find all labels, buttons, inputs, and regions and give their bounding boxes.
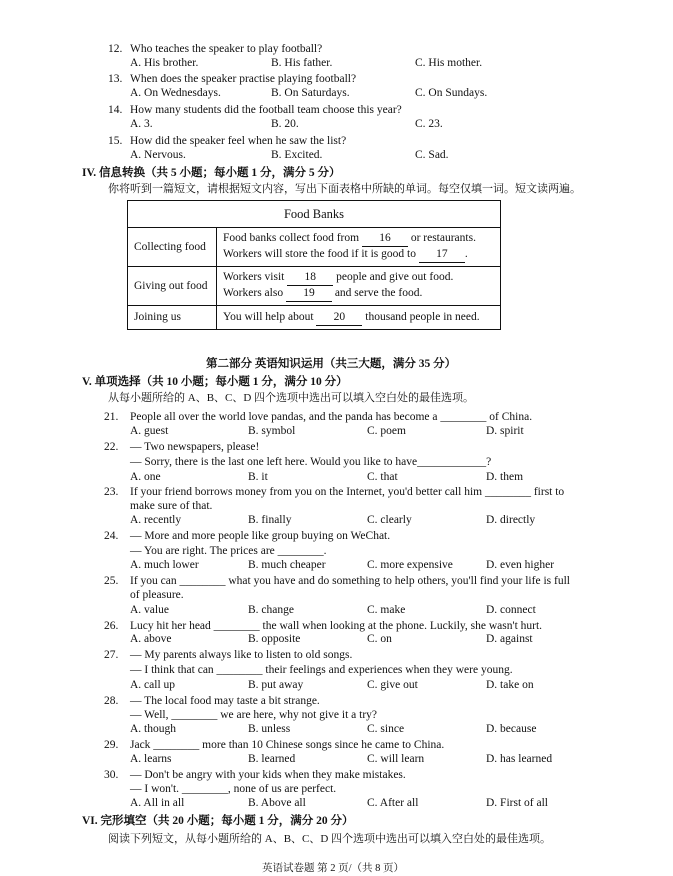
question-text: Who teaches the speaker to play football? bbox=[130, 43, 323, 55]
question-number: 15. bbox=[108, 135, 123, 147]
question-text: How did the speaker feel when he saw the list? bbox=[130, 135, 347, 147]
row-label-joining: Joining us bbox=[128, 306, 217, 330]
section-6-instruction: 阅读下列短文，从每小题所给的 A、B、C、D 四个选项中选出可以填入空白处的最佳选项。 bbox=[108, 833, 552, 845]
option-a: A. recently bbox=[130, 514, 182, 526]
answer-blank-19[interactable]: 19 bbox=[286, 286, 332, 302]
text: Workers will store the food if it is good to bbox=[223, 248, 416, 260]
page-footer: 英语试卷题 第 2 页/（共 8 页） bbox=[262, 863, 405, 874]
option-a: A. Nervous. bbox=[130, 149, 186, 161]
answer-blank-18[interactable]: 18 bbox=[287, 270, 333, 286]
option-c: C. will learn bbox=[367, 753, 425, 765]
section-5-instruction: 从每小题所给的 A、B、C、D 四个选项中选出可以填入空白处的最佳选项。 bbox=[108, 392, 475, 404]
part-2-title: 第二部分 英语知识运用（共三大题，满分 35 分） bbox=[206, 358, 457, 370]
option-d: D. connect bbox=[486, 604, 536, 616]
question-text: — My parents always like to listen to old songs. bbox=[130, 649, 353, 661]
option-a: A. above bbox=[130, 633, 172, 645]
text: Food banks collect food from bbox=[223, 232, 360, 244]
option-d: D. even higher bbox=[486, 559, 555, 571]
option-a: A. 3. bbox=[130, 118, 153, 130]
option-c: C. His mother. bbox=[415, 57, 483, 69]
question-number: 29. bbox=[104, 739, 119, 751]
question-text: How many students did the football team choose this year? bbox=[130, 104, 402, 116]
question-text: — I won't. ________, none of us are perfect. bbox=[130, 783, 337, 795]
text: You will help about bbox=[223, 310, 314, 323]
option-c: C. poem bbox=[367, 425, 406, 437]
question-text: make sure of that. bbox=[130, 500, 213, 512]
option-d: D. them bbox=[486, 471, 524, 483]
question-text: If your friend borrows money from you on the Internet, you'd better call him ________ first to bbox=[130, 486, 565, 498]
answer-blank-17[interactable]: 17 bbox=[419, 247, 465, 263]
option-b: B. On Saturdays. bbox=[271, 87, 350, 99]
question-text: Lucy hit her head ________ the wall when looking at the phone. Luckily, she wasn't hurt. bbox=[130, 620, 543, 632]
question-number: 25. bbox=[104, 575, 119, 587]
text: or restaurants. bbox=[410, 232, 476, 244]
question-text: Jack ________ more than 10 Chinese songs since he came to China. bbox=[130, 739, 445, 751]
text: people and give out food. bbox=[336, 271, 454, 283]
option-b: B. Excited. bbox=[271, 149, 323, 161]
option-a: A. guest bbox=[130, 425, 169, 437]
option-d: D. spirit bbox=[486, 425, 524, 437]
text: . bbox=[464, 248, 468, 260]
question-text: — I think that can ________ their feelings and experiences when they were young. bbox=[130, 664, 513, 676]
option-b: B. change bbox=[248, 604, 294, 616]
question-text: — Don't be angry with your kids when they make mistakes. bbox=[130, 769, 406, 781]
question-text: — You are right. The prices are ________. bbox=[130, 545, 327, 557]
question-text: of pleasure. bbox=[130, 589, 184, 601]
question-number: 13. bbox=[108, 73, 123, 85]
question-number: 23. bbox=[104, 486, 119, 498]
question-text: — Sorry, there is the last one left here. Would you like to have____________? bbox=[130, 456, 492, 468]
option-a: A. All in all bbox=[130, 797, 185, 809]
question-number: 21. bbox=[104, 411, 119, 423]
option-c: C. 23. bbox=[415, 118, 443, 130]
question-text: — The local food may taste a bit strange. bbox=[130, 695, 320, 707]
option-d: D. has learned bbox=[486, 753, 553, 765]
row-content-joining bbox=[217, 306, 501, 330]
option-c: C. On Sundays. bbox=[415, 87, 488, 99]
row-label-collecting: Collecting food bbox=[128, 228, 217, 267]
question-text: People all over the world love pandas, and the panda has become a ________ of China. bbox=[130, 411, 533, 423]
question-number: 27. bbox=[104, 649, 119, 661]
option-d: D. because bbox=[486, 723, 537, 735]
option-d: D. against bbox=[486, 633, 533, 645]
option-c: C. that bbox=[367, 471, 398, 483]
option-a: A. much lower bbox=[130, 559, 199, 571]
option-d: D. directly bbox=[486, 514, 536, 526]
option-c: C. Sad. bbox=[415, 149, 449, 161]
question-number: 24. bbox=[104, 530, 119, 542]
question-number: 26. bbox=[104, 620, 119, 632]
option-c: C. since bbox=[367, 723, 405, 735]
row-content-collecting bbox=[217, 228, 501, 267]
option-a: A. His brother. bbox=[130, 57, 199, 69]
text: and serve the food. bbox=[334, 287, 423, 299]
option-b: B. 20. bbox=[271, 118, 299, 130]
question-number: 12. bbox=[108, 43, 123, 55]
question-text: — Two newspapers, please! bbox=[130, 441, 260, 453]
option-a: A. one bbox=[130, 471, 161, 483]
row-label-giving: Giving out food bbox=[128, 267, 217, 306]
question-text: When does the speaker practise playing football? bbox=[130, 73, 357, 85]
option-b: B. unless bbox=[248, 723, 291, 735]
question-number: 30. bbox=[104, 769, 119, 781]
answer-blank-20[interactable]: 20 bbox=[316, 310, 362, 326]
answer-blank-16[interactable]: 16 bbox=[362, 231, 408, 247]
option-a: A. though bbox=[130, 723, 176, 735]
option-a: A. value bbox=[130, 604, 169, 616]
option-c: C. make bbox=[367, 604, 406, 616]
option-b: B. it bbox=[248, 471, 268, 483]
option-b: B. symbol bbox=[248, 425, 296, 437]
option-b: B. learned bbox=[248, 753, 296, 765]
option-a: A. learns bbox=[130, 753, 172, 765]
option-b: B. put away bbox=[248, 679, 304, 691]
option-d: D. take on bbox=[486, 679, 534, 691]
row-content-giving bbox=[217, 267, 501, 306]
option-b: B. finally bbox=[248, 514, 292, 526]
text: thousand people in need. bbox=[365, 310, 480, 323]
option-c: C. clearly bbox=[367, 514, 412, 526]
question-number: 22. bbox=[104, 441, 119, 453]
option-a: A. On Wednesdays. bbox=[130, 87, 221, 99]
question-number: 14. bbox=[108, 104, 123, 116]
option-c: C. on bbox=[367, 633, 392, 645]
question-text: If you can ________ what you have and do something to help others, you'll find your life is full bbox=[130, 575, 570, 587]
section-6-title: VI. 完形填空（共 20 小题；每小题 1 分，满分 20 分） bbox=[82, 815, 354, 827]
question-text: — Well, ________ we are here, why not give it a try? bbox=[130, 709, 378, 721]
food-banks-table bbox=[127, 200, 501, 330]
question-number: 28. bbox=[104, 695, 119, 707]
section-4-title: IV. 信息转换（共 5 小题；每小题 1 分，满分 5 分） bbox=[82, 167, 341, 179]
option-b: B. Above all bbox=[248, 797, 306, 809]
text: Workers visit bbox=[223, 271, 285, 283]
option-b: B. much cheaper bbox=[248, 559, 326, 571]
question-text: — More and more people like group buying on WeChat. bbox=[130, 530, 391, 542]
option-c: C. give out bbox=[367, 679, 418, 691]
option-b: B. His father. bbox=[271, 57, 333, 69]
text: Workers also bbox=[223, 287, 284, 299]
option-a: A. call up bbox=[130, 679, 176, 691]
option-b: B. opposite bbox=[248, 633, 301, 645]
section-5-title: V. 单项选择（共 10 小题；每小题 1 分，满分 10 分） bbox=[82, 376, 348, 388]
option-d: D. First of all bbox=[486, 797, 548, 809]
option-c: C. After all bbox=[367, 797, 419, 809]
option-c: C. more expensive bbox=[367, 559, 453, 571]
table-title: Food Banks bbox=[128, 201, 501, 228]
section-4-instruction: 你将听到一篇短文，请根据短文内容，写出下面表格中所缺的单词。每空仅填一词。短文读两遍。 bbox=[108, 183, 581, 195]
